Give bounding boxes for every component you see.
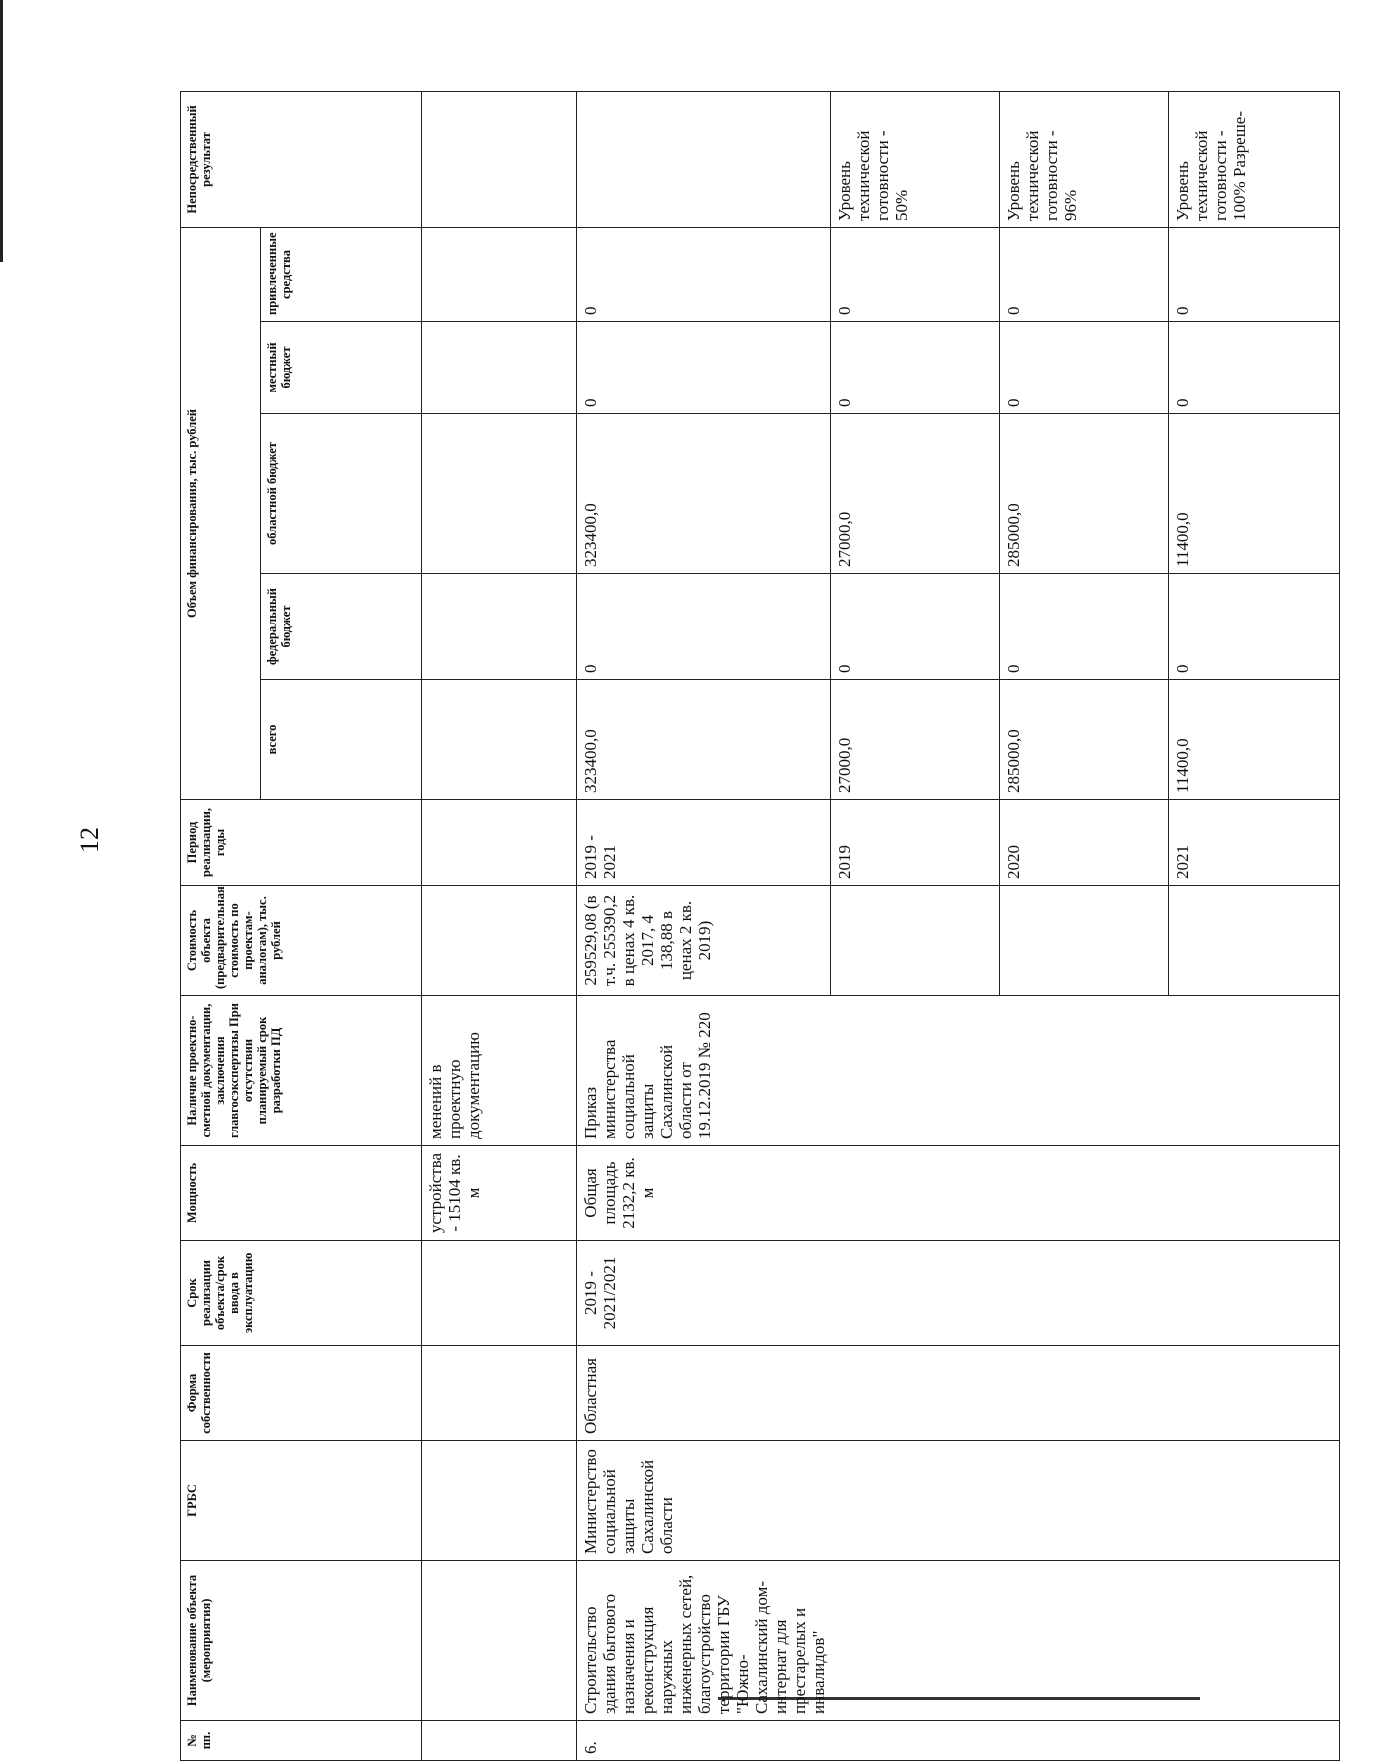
cell-local: 0	[1000, 322, 1169, 414]
cell-local: 0	[577, 322, 831, 414]
cell-item-psd: Приказ министерства социальной защиты Сахалинской области от 19.12.2019 № 220	[577, 996, 1340, 1146]
cell-regional: 27000,0	[831, 414, 1000, 574]
cell-empty	[421, 1441, 576, 1561]
cell-empty	[421, 800, 576, 886]
cell-period: 2021	[1168, 800, 1339, 886]
cell-cost-empty	[831, 886, 1000, 996]
cell-period: 2019 - 2021	[577, 800, 831, 886]
header-funding-federal: федеральный бюджет	[261, 574, 422, 680]
cell-regional: 323400,0	[577, 414, 831, 574]
cell-empty	[421, 680, 576, 800]
cell-empty	[421, 1346, 576, 1441]
cell-empty	[421, 227, 576, 321]
cell-period: 2020	[1000, 800, 1169, 886]
cell-item-cost: 259529,08 (в т.ч. 255390,2 в ценах 4 кв. 2017, 4 138,88 в ценах 2 кв. 2019)	[577, 886, 831, 996]
cell-attracted: 0	[577, 227, 831, 321]
cell-federal: 0	[577, 574, 831, 680]
cell-attracted: 0	[831, 227, 1000, 321]
cell-empty	[421, 91, 576, 227]
cell-empty	[421, 322, 576, 414]
page-number-text: 12	[75, 827, 104, 853]
cell-empty	[421, 414, 576, 574]
cell-regional: 285000,0	[1000, 414, 1169, 574]
cell-result: Уровень технической готовности - 50%	[831, 91, 1000, 227]
cell-empty	[421, 1561, 576, 1721]
header-funding-regional: областной бюджет	[261, 414, 422, 574]
header-psd: Наличие проектно-сметной документации, заключения главгосэкспертизы При отсутствии планируемый срок разработки ПД	[181, 996, 422, 1146]
cell-empty	[421, 1721, 576, 1761]
cell-item-capacity: Общая площадь 2132,2 кв. м	[577, 1146, 1340, 1241]
cell-psd-continuation: менений в проектную документацию	[421, 996, 576, 1146]
table-row-continuation	[421, 91, 576, 1760]
cell-cost-empty	[1000, 886, 1169, 996]
cell-empty	[421, 886, 576, 996]
header-funding-attracted: привлеченные средства	[261, 227, 422, 321]
cell-attracted: 0	[1000, 227, 1169, 321]
cell-local: 0	[831, 322, 1000, 414]
cell-result: Уровень технической готовности - 100% Разреше-	[1168, 91, 1339, 227]
header-grbs: ГРБС	[181, 1441, 422, 1561]
cell-total: 11400,0	[1168, 680, 1339, 800]
header-funding-group: Объем финансирования, тыс. рублей	[181, 227, 261, 799]
table-row-item	[577, 91, 831, 1760]
header-funding-total: всего	[261, 680, 422, 800]
investment-objects-table	[180, 91, 1340, 1761]
cell-total: 323400,0	[577, 680, 831, 800]
rotated-table-container	[180, 50, 1380, 1761]
cell-item-term: 2019 - 2021/2021	[577, 1241, 1340, 1346]
cell-result: Уровень технической готовности - 96%	[1000, 91, 1169, 227]
cell-federal: 0	[1168, 574, 1339, 680]
cell-total: 27000,0	[831, 680, 1000, 800]
cell-result	[577, 91, 831, 227]
header-num: № пп.	[181, 1721, 422, 1761]
header-term: Срок реализации объекта/срок ввода в эксплуатацию	[181, 1241, 422, 1346]
cell-regional: 11400,0	[1168, 414, 1339, 574]
cell-period: 2019	[831, 800, 1000, 886]
cell-cost-empty	[1168, 886, 1339, 996]
cell-item-ownership: Областная	[577, 1346, 1340, 1441]
cell-total: 285000,0	[1000, 680, 1169, 800]
cell-attracted: 0	[1168, 227, 1339, 321]
cell-federal: 0	[831, 574, 1000, 680]
header-result: Непосредственный результат	[181, 91, 422, 227]
cell-item-name: Строительство здания бытового назначения и реконструкция наружных инженерных сетей, благоустройство территории ГБУ "Южно-Сахалинский дом-интернат для престарелых и инвалидов"	[577, 1561, 1340, 1721]
page-number	[75, 810, 104, 870]
header-cost: Стоимость объекта (предварительная стоимость по проектам-аналогам), тыс. рублей	[181, 886, 422, 996]
cell-empty	[421, 574, 576, 680]
cell-local: 0	[1168, 322, 1339, 414]
header-period: Период реализации, годы	[181, 800, 422, 886]
cell-item-grbs: Министерство социальной защиты Сахалинской области	[577, 1441, 1340, 1561]
header-funding-local: местный бюджет	[261, 322, 422, 414]
cell-federal: 0	[1000, 574, 1169, 680]
scan-edge-mark	[0, 0, 3, 262]
cell-capacity-continuation: устройства - 15104 кв. м	[421, 1146, 576, 1241]
header-name: Наименование объекта (мероприятия)	[181, 1561, 422, 1721]
header-ownership: Форма собственности	[181, 1346, 422, 1441]
header-capacity: Мощность	[181, 1146, 422, 1241]
cell-item-num: 6.	[577, 1721, 1340, 1761]
cell-empty	[421, 1241, 576, 1346]
